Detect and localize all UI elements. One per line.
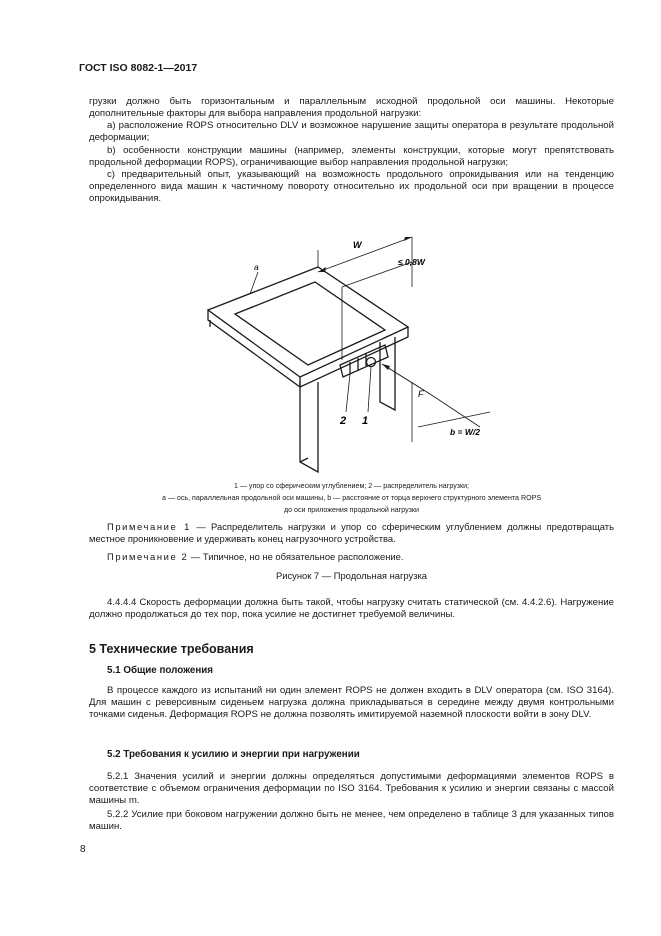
section-5-heading: 5 Технические требования [89, 642, 254, 656]
intro-paragraph: грузки должно быть горизонтальным и параллельным исходной продольной оси машины. Некоторые дополнительные факторы для выбора направления продольной нагрузки: [89, 96, 614, 120]
figure-legend-line1: 1 — упор со сферическим углублением; 2 — распределитель нагрузки; [233, 482, 470, 490]
figure-legend-line2: a — ось, параллельная продольной оси машины, b — расстояние от торца верхнего структурного элемента ROPS [161, 494, 542, 502]
rops-frame-inner [235, 282, 385, 365]
figure-legend-line3: до оси приложения продольной нагрузки [283, 506, 419, 514]
document-header: ГОСТ ISO 8082-1—2017 [79, 62, 198, 74]
section-5-1-text: В процессе каждого из испытаний ни один элемент ROPS не должен входить в DLV оператора (см. ISO 3164). Для машин с реверсивным сиденьем нагрузка должна прикладываться в середине между двумя контрольными точками сиденья. Деформация ROPS не должна позволять имитируемой наземной плоскости войти в зону DLV. [89, 685, 614, 721]
figure-note-2 [89, 551, 614, 563]
label-w: W [353, 240, 362, 250]
list-item-c: c) предварительный опыт, указывающий на возможность продольного опрокидывания или на тенденцию определенного вида машин к частичному повороту относительно их продольной оси при вращении в процессе опрокидывания. [89, 169, 614, 205]
paragraph-4-4-4-4: 4.4.4.4 Скорость деформации должна быть такой, чтобы нагрузку считать статической (см. 4.4.2.6). Нагружение должно продолжаться до тех пор, пока усилие не достигнет требуемой величины. [89, 597, 614, 621]
label-f: F [418, 389, 424, 399]
section-5-1-heading: 5.1 Общие положения [107, 665, 214, 676]
paragraph-5-2-1: 5.2.1 Значения усилий и энергии должны определяться допустимыми деформациями элементов ROPS в соответствие с объемом ограничения деформации по ISO 3164. Требования к усилию и энергии связаны с массой машины m. [89, 771, 614, 807]
note-2-text: — Типичное, но не обязательное расположение. [188, 551, 404, 562]
label-1: 1 [362, 415, 369, 427]
figure-note-1 [89, 521, 614, 545]
label-b: b = W/2 [450, 427, 480, 437]
section-5-2-heading: 5.2 Требования к усилию и энергии при нагружении [107, 749, 360, 760]
label-2: 2 [340, 415, 347, 427]
note-1-label: Примечание 1 [107, 521, 192, 532]
note-2-label: Примечание 2 [107, 551, 189, 562]
rops-post-right [380, 337, 395, 410]
paragraph-5-2-2: 5.2.2 Усилие при боковом нагружении должно быть не менее, чем определено в таблице 3 для указанных типов машин. [89, 809, 614, 833]
note-1-text: — Распределитель нагрузки и упор со сферическим углублением должны предотвращать местное проникновение и удерживать конец нагрузочного устройства. [89, 521, 614, 545]
label-a: a [254, 262, 259, 272]
label-le08w: ≤ 0,8W [398, 257, 425, 267]
list-item-a: a) расположение ROPS относительно DLV и возможное нарушение защиты оператора в результате продольной деформации; [89, 120, 614, 144]
rops-frame-outer [208, 267, 408, 377]
list-item-b: b) особенности конструкции машины (например, элементы конструкции, которые могут препятствовать продольной деформации ROPS), ограничивающие выбор направления продольной нагрузки; [89, 145, 614, 169]
figure-title: Рисунок 7 — Продольная нагрузка [275, 570, 428, 581]
figure-7-drawing [190, 232, 510, 477]
rops-post-left [300, 382, 318, 472]
page-number: 8 [80, 844, 86, 855]
